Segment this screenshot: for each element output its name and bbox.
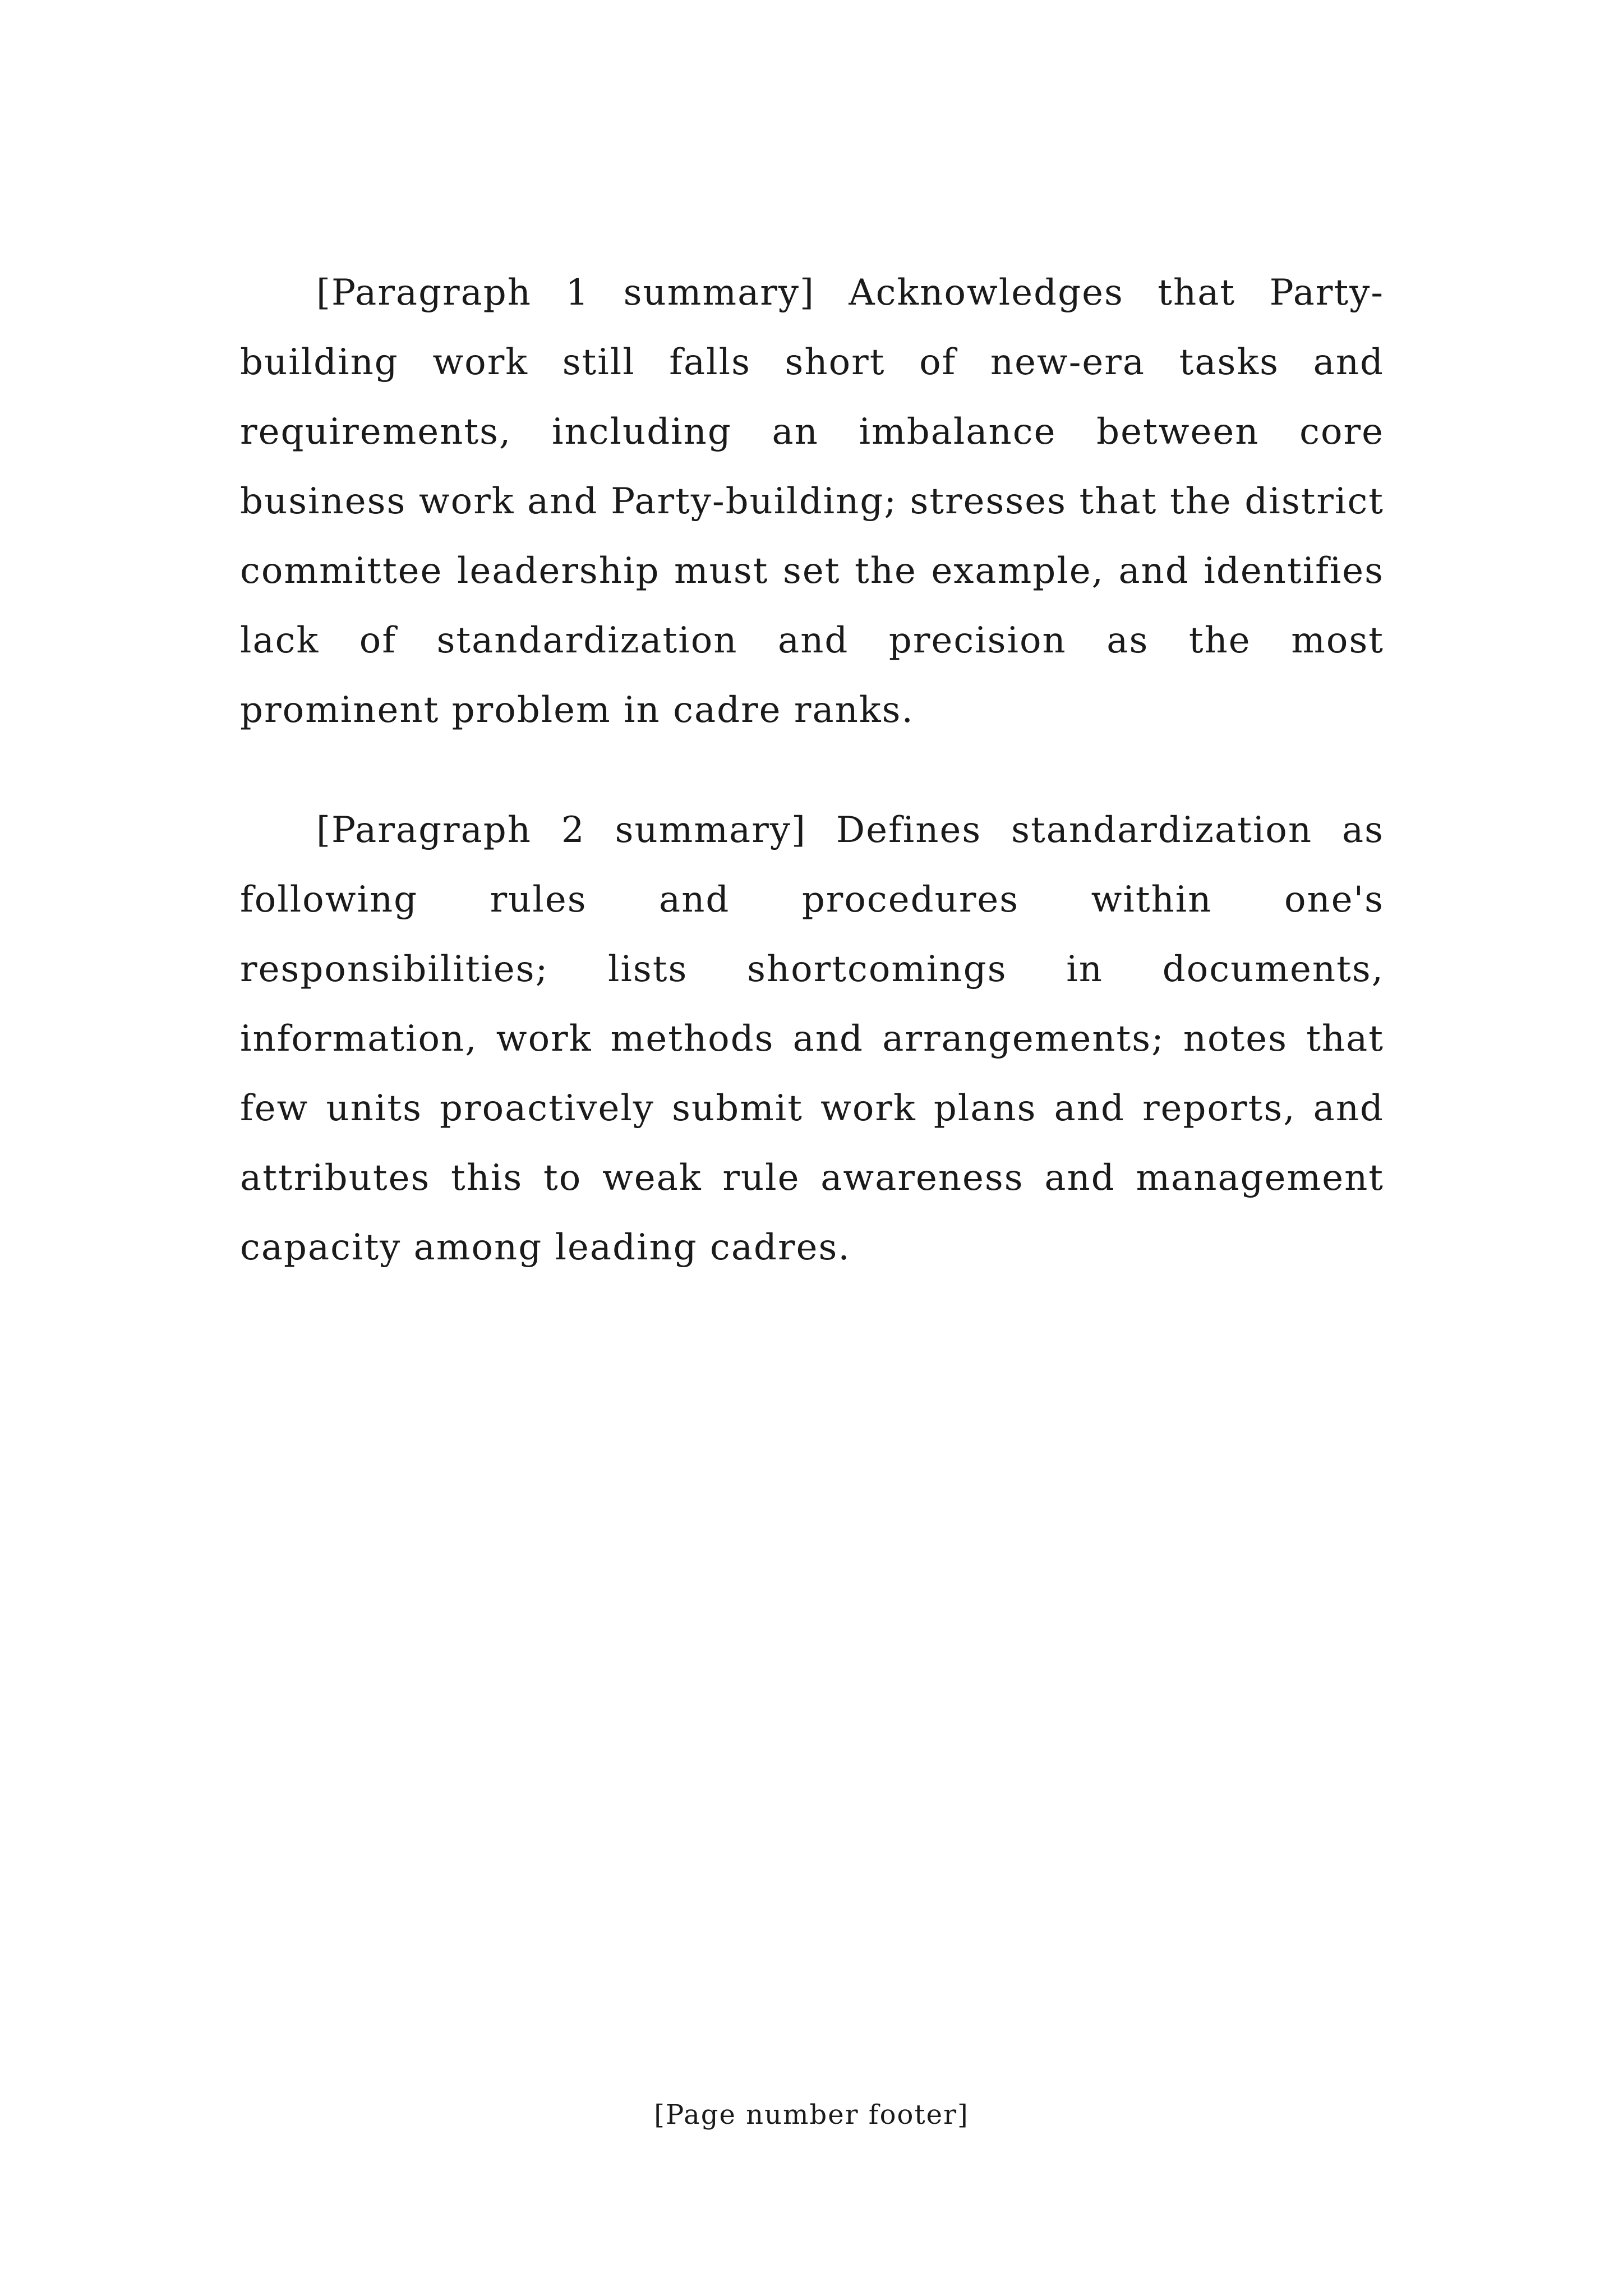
document-body [240, 258, 1384, 1333]
page-footer: [Page number footer] [654, 2099, 969, 2131]
paragraph-2: [Paragraph 2 summary] Defines standardization as following rules and procedures within one's responsibilities; lists shortcomings in documents, information, work methods and arrangements; notes that few units proactively submit work plans and reports, and attributes this to weak rule awareness and management capacity among leading cadres. [240, 809, 1384, 1268]
paragraph-1: [Paragraph 1 summary] Acknowledges that Party-building work still falls short of new-era tasks and requirements, including an imbalance between core business work and Party-building; stresses that the district committee leadership must set the example, and identifies lack of standardization and precision as the most prominent problem in cadre ranks. [240, 272, 1384, 731]
